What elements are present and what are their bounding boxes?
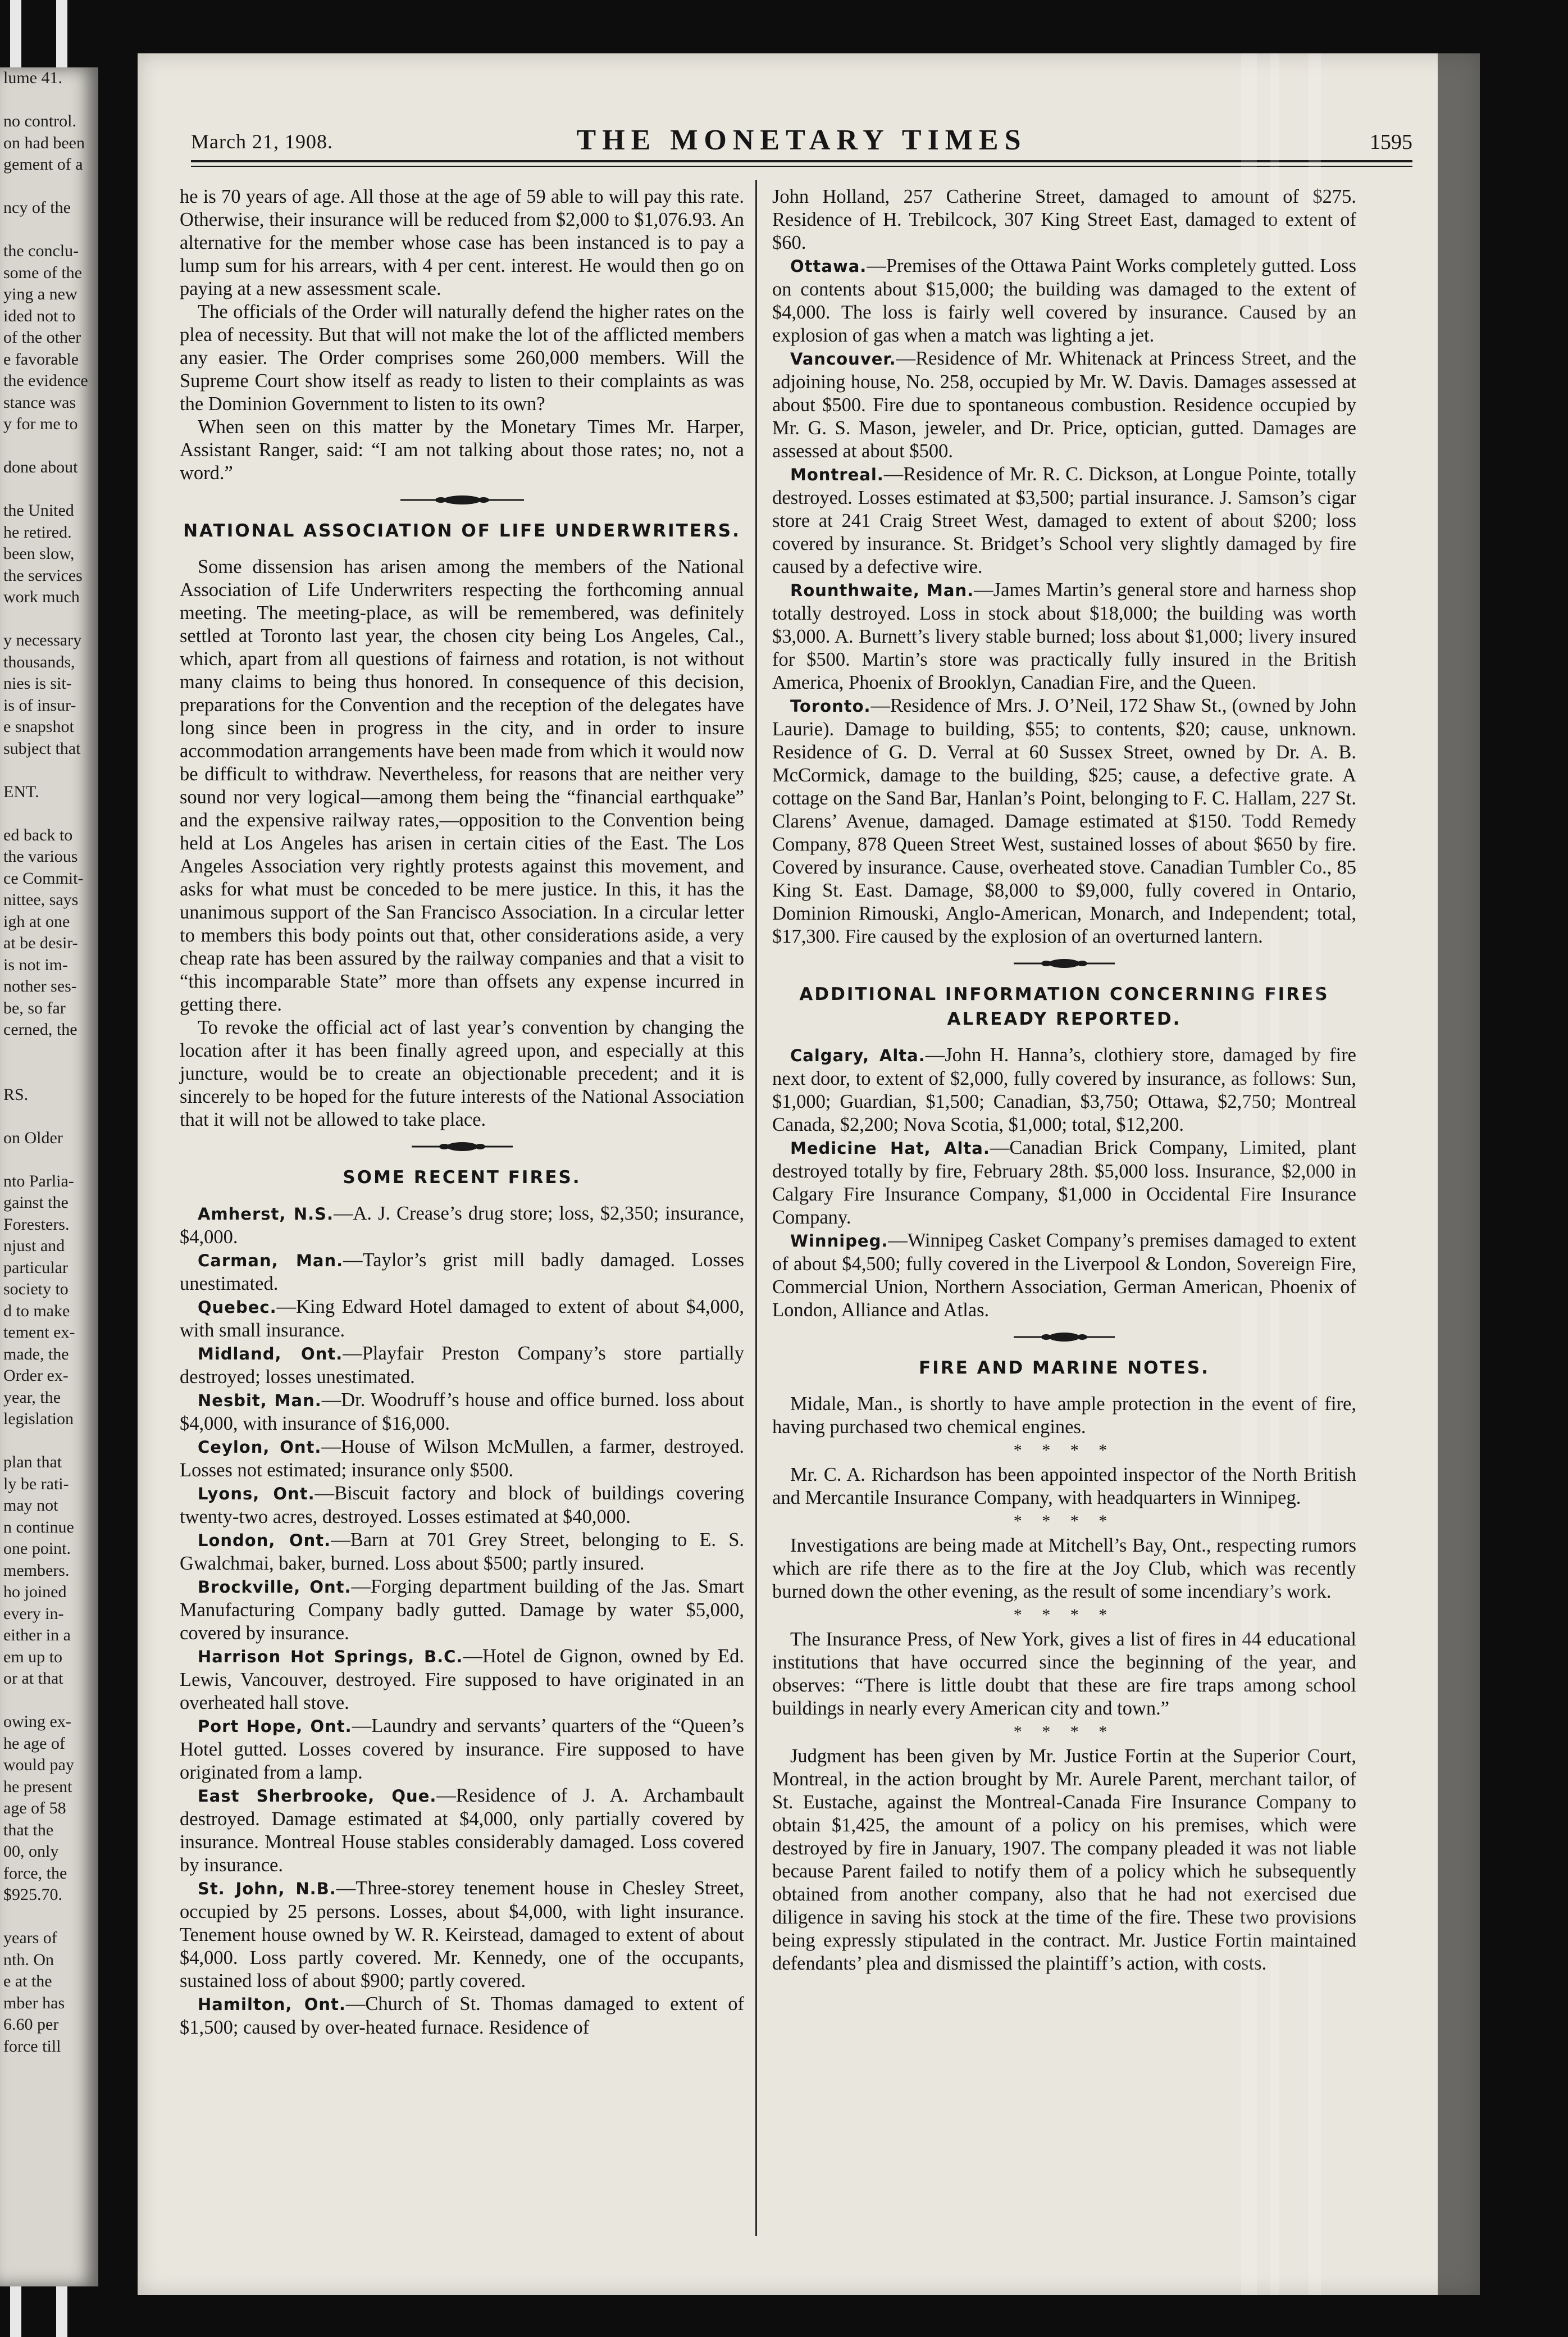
fragment-line: n continue [3,1517,74,1536]
star-separator: * * * * [1013,1606,1115,1624]
binding-bar [10,0,21,67]
fragment-line: Foresters. [3,1215,70,1234]
note-paragraph: The Insurance Press, of New York, gives a list of fires in 44 educational institutions that have occurred since the beginning of the year, and observes: “There is little doubt that these are fire traps among school buildings in nearly every American city and town.” [772,1629,1356,1719]
ornament-divider-icon [1014,958,1115,969]
fire-location: Montreal. [790,465,884,484]
fire-entry [772,694,1356,948]
fragment-line: legislation [3,1410,74,1428]
fragment-line: nth. On [3,1950,54,1969]
fragment-line: ided not to [3,306,76,325]
fragment-line: the various [3,847,78,866]
fragment-line: he retired. [3,522,72,542]
fragment-line: some of the [3,263,82,282]
additional-info-list [772,1044,1356,1322]
fire-location: St. John, N.B. [198,1879,336,1898]
scan-stripe [1270,53,1279,2295]
fragment-line: done about [3,458,78,476]
left-column [180,185,744,2039]
section-heading: FIRE AND MARINE NOTES. [919,1358,1210,1378]
fragment-line: he age of [3,1734,65,1753]
fragment-line [0,219,98,241]
fragment-line: plan that [3,1453,62,1471]
fragment-line [0,1906,98,1928]
fire-location: Midland, Ont. [198,1344,343,1363]
page-header [191,121,1412,162]
fragment-line: been slow, [3,544,75,563]
fragment-line: ho joined [3,1583,67,1601]
fragment-line: or at that [3,1669,63,1688]
fragment-line: stance was [3,393,76,412]
note-paragraph: Mr. C. A. Richardson has been appointed inspector of the North British and Mercantile Insurance Company, with headquarters in Winnipeg. [772,1464,1356,1508]
previous-page-fragment [0,67,98,2286]
fragment-line: may not [3,1496,58,1515]
fire-entry [180,1482,744,1529]
fragment-line: 6.60 per [3,2015,59,2034]
note-paragraph: Judgment has been given by Mr. Justice Fortin at the Superior Court, Montreal, in the action brought by Mr. Aurele Parent, merchant tailor, of St. Eustache, against the Montreal-Canada Fire Insurance Company to obtain $1,425, the amount of a policy on his premises, which were destroyed by fire in January, 1907. The company pleaded it was not liable because Parent failed to notify them of a policy which he subsequently obtained from another company, also that he had not exercised due diligence in saving his stock at the time of the fire. These two provisions being expressly stipulated in the contract. Mr. Justice Fortin maintained defendants’ plea and dismissed the plaintiff’s action, with costs. [772,1745,1356,1974]
section-heading: NATIONAL ASSOCIATION OF LIFE UNDERWRITERS. [183,521,741,541]
previous-page-lines [0,67,98,2057]
right-column [772,185,1356,1975]
fragment-line [0,803,98,825]
fire-location: Harrison Hot Springs, B.C. [198,1647,463,1666]
ornament-divider-icon [412,1142,513,1152]
fire-description: —Church of St. Thomas damaged to extent of $1,500; caused by over-heated furnace. Residence of [180,1993,744,2038]
fire-entry [180,1877,744,1993]
fire-description: —John H. Hanna’s, clothiery store, damaged by fire next door, to extent of $2,000, fully covered by insurance, as follows: Sun, $1,000; Guardian, $1,500; Canadian, $3,750; Ottawa, $2,750; Montreal Canada, $2,200; Nova Scotia, $1,000; total, $12,200. [772,1044,1356,1135]
fragment-line [0,176,98,198]
fire-entry [772,463,1356,579]
fragment-line: particular [3,1258,68,1277]
fragment-line [0,1106,98,1127]
fragment-line: ncy of the [3,198,71,217]
fire-location: Medicine Hat, Alta. [790,1139,990,1158]
fire-entry [180,1435,744,1482]
article-paragraph: John Holland, 257 Catherine Street, damaged to amount of $275. Residence of H. Trebilcock, 307 King Street East, damaged to extent of $60. [772,186,1356,253]
fragment-line: y for me to [3,415,78,433]
fragment-line: em up to [3,1647,62,1666]
fragment-line: is not im- [3,955,69,974]
fragment-line: members. [3,1561,70,1580]
fire-description: —James Martin’s general store and harness shop totally destroyed. Loss in stock about $18,000; the building was worth $3,000. A. Burnett’s livery stable burned; loss about $1,000; livery insured for $500. Martin’s store was practically fully insured in the British America, Phoenix of Brooklyn, Canadian Fire, and the Queen. [772,579,1356,693]
fire-location: East Sherbrooke, Que. [198,1786,437,1806]
fragment-line: on Older [3,1128,63,1147]
fragment-line: nies is sit- [3,674,72,693]
fragment-line: ENT. [3,782,39,801]
fragment-line: owing ex- [3,1712,71,1731]
fire-entry [772,347,1356,463]
fragment-line: d to make [3,1301,70,1320]
fragment-line: $925.70. [3,1885,62,1904]
fire-entry [180,1342,744,1389]
fragment-line: ce Commit- [3,869,84,888]
fire-location: Lyons, Ont. [198,1484,315,1503]
fragment-line [0,1430,98,1452]
binding-bar [56,0,67,67]
fire-location: Toronto. [790,697,871,716]
fragment-line [0,89,98,111]
fire-description: —Hotel de Gignon, owned by Ed. Lewis, Vancouver, destroyed. Fire supposed to have originated in an overheated hall stove. [180,1645,744,1713]
fragment-line: tement ex- [3,1323,75,1342]
fire-description: —Residence of Mr. Whitenack at Princess Street, and the adjoining house, No. 258, occupied by Mr. W. Davis. Damages assessed at about $500. Fire due to spontaneous combustion. Residence occupied by Mr. G. S. Mason, jeweler, and Dr. Price, optician, gutted. Damages are assessed at about $500. [772,348,1356,462]
fragment-line: the United [3,501,74,520]
fragment-line [0,1062,98,1084]
column-divider [755,180,757,2236]
fragment-line: made, the [3,1344,69,1363]
fire-entry [180,1295,744,1342]
scan-stripe [1309,53,1321,2295]
star-separator: * * * * [1013,1512,1115,1530]
fragment-line: he present [3,1777,72,1796]
fragment-line: thousands, [3,652,75,671]
fragment-line: gainst the [3,1193,69,1212]
fragment-line: the evidence [3,371,88,390]
fire-location: Port Hope, Ont. [198,1717,352,1736]
fire-description: —Forging department building of the Jas. Smart Manufacturing Company badly gutted. Damage by water $5,000, covered by insurance. [180,1576,744,1644]
fire-entry [180,1993,744,2039]
fragment-line: the conclu- [3,242,79,260]
fragment-line: e favorable [3,349,79,369]
fragment-line: RS. [3,1085,29,1104]
fire-entry [180,1249,744,1295]
fire-location: Ottawa. [790,257,867,276]
fire-description: —Residence of J. A. Archambault destroyed. Damage estimated at $4,000, only partially covered by insurance. Montreal House stables considerably damaged. Loss covered by insurance. [180,1785,744,1876]
fragment-line: at be desir- [3,934,78,952]
fire-description: —Dr. Woodruff’s house and office burned. loss about $4,000, with insurance of $16,000. [180,1389,744,1434]
fire-location: Carman, Man. [198,1251,344,1270]
notes-list [772,1393,1356,1975]
issue-date: March 21, 1908. [191,130,333,153]
fragment-line: year, the [3,1388,61,1407]
fragment-line: is of insur- [3,695,76,715]
fire-entry [180,1575,744,1645]
fire-location: Brockville, Ont. [198,1577,352,1597]
fragment-line [0,1041,98,1063]
article-paragraph: To revoke the official act of last year’s convention by changing the location after it has been finally agreed upon, and especially at this juncture, would be to create an objectionable precedent; and it is sincerely to be hoped for the future interests of the National Association that it will not be allowed to take place. [180,1017,744,1130]
fire-location: London, Ont. [198,1531,331,1550]
fire-entry [772,579,1356,694]
fragment-line [0,608,98,630]
fire-description: —Playfair Preston Company’s store partially destroyed; losses unestimated. [180,1343,744,1388]
fire-description: —Canadian Brick Company, Limited, plant destroyed totally by fire, February 28th. $5,000 loss. Insurance, $2,000 in Calgary Fire Insurance Company, $1,000 in Occidental Fire Insurance Company. [772,1137,1356,1228]
fragment-line: ly be rati- [3,1474,69,1493]
fragment-line: force till [3,2036,61,2056]
fragment-line: nittee, says [3,890,79,909]
section-heading: SOME RECENT FIRES. [343,1167,581,1188]
fire-entry [772,1136,1356,1229]
fire-description: —Laundry and servants’ quarters of the “Queen’s Hotel gutted. Losses covered by insurance. Fire supposed to have originated from a lamp. [180,1715,744,1783]
fire-description: —Residence of Mr. R. C. Dickson, at Longue Pointe, totally destroyed. Losses estimated at $3,500; partial insurance. J. Samson’s cigar store at 241 Craig Street West, damaged to extent of about $200; loss covered by insurance. St. Bridget’s School very slightly damaged by fire caused by a defective wire. [772,463,1356,578]
fragment-line [0,1149,98,1171]
fragment-line: e snapshot [3,717,74,736]
fragment-line: ed back to [3,825,73,844]
fire-location: Rounthwaite, Man. [790,581,974,600]
fragment-line: either in a [3,1626,71,1644]
fire-description: —House of Wilson McMullen, a farmer, destroyed. Losses not estimated; insurance only $500. [180,1436,744,1481]
section-heading: ADDITIONAL INFORMATION CONCERNING FIRES ALREADY REPORTED. [799,984,1329,1029]
fragment-line: society to [3,1280,69,1298]
fires-list [180,1202,744,2039]
fire-location: Vancouver. [790,349,896,369]
fire-location: Nesbit, Man. [198,1391,322,1410]
fragment-line: would pay [3,1756,74,1774]
fire-location: Winnipeg. [790,1231,888,1251]
fragment-line [0,760,98,781]
fire-description: —Biscuit factory and block of buildings covering twenty-two acres, destroyed. Losses estimated at $40,000. [180,1483,744,1527]
fire-description: —Residence of Mrs. J. O’Neil, 172 Shaw St., (owned by John Laurie). Damage to building, $55; to contents, $20; cause, unknown. Residence of G. D. Verral at 60 Sussex Street, owned by Dr. A. B. McCormick, damage to the building, $25; cause, a defective grate. A cottage on the Sand Bar, Hanlan’s Point, belonging to F. C. Hallam, 227 St. Clarens’ Avenue, damaged. Damage estimated at $150. Todd Remedy Company, 878 Queen Street West, sustained losses of about $650 by fire. Covered by insurance. Cause, overheated stove. Canadian Tumbler Co., 85 King St. East. Damage, $8,000 to $9,000, fully covered in Ontario, Dominion Rimouski, Anglo-American, Monarch, and Independent; total, $17,300. Fire caused by the explosion of an overturned lantern. [772,695,1356,947]
fragment-line: be, so far [3,998,66,1017]
star-separator: * * * * [1013,1441,1115,1460]
page-edge-shadow [1438,53,1480,2295]
fragment-line [0,1690,98,1712]
fragment-line: of the other [3,328,81,347]
article-paragraph: he is 70 years of age. All those at the age of 59 able to will pay this rate. Otherwise, their insurance will be reduced from $2,000 to $1,076.93. An alternative for the member whose case has been instanced is to pay a lump sum for his arrears, with 4 per cent. interest. He would then go on paying at a new assessment scale. [180,186,744,299]
fire-location: Hamilton, Ont. [198,1995,346,2014]
article-paragraph: When seen on this matter by the Monetary Times Mr. Harper, Assistant Ranger, said: “I am not talking about those rates; no, not a word.” [180,416,744,484]
fire-description: —Premises of the Ottawa Paint Works completely gutted. Loss on contents about $15,000; the building was damaged to the extent of $4,000. The loss is fairly well covered by insurance. Caused by an explosion of gas when a match was lighting a jet. [772,255,1356,346]
fire-location: Quebec. [198,1298,277,1317]
fragment-line: mber has [3,1993,65,2012]
fire-description: —King Edward Hotel damaged to extent of about $4,000, with small insurance. [180,1296,744,1341]
fragment-line: e at the [3,1972,52,1990]
fragment-line: subject that [3,739,81,758]
fire-entry [772,254,1356,347]
fragment-line: Order ex- [3,1366,69,1385]
fire-description: —A. J. Crease’s drug store; loss, $2,350; insurance, $4,000. [180,1203,744,1248]
fragment-line: every in- [3,1604,64,1623]
article-paragraph: Some dissension has arisen among the members of the National Association of Life Underwriters respecting the forthcoming annual meeting. The meeting-place, as will be remembered, was definitely settled at Toronto last year, the chosen city being Los Angeles, Cal., which, apart from all questions of fairness and rotation, is not without many claims to being thus honored. In consequence of this decision, preparations for the Convention and the reception of the delegates have long since been in progress in the city, and in order to insure accommodation arrangements have been made from which it would now be difficult to withdraw. Nevertheless, for reasons that are neither very sound nor very logical—among them being the “financial earthquake” and the expensive railway rates,—opposition to the Convention being held at Los Angeles has arisen in certain cities of the East. The Los Angeles Association very rightly protests against this movement, and asks for what must be conceded to be mere justice. In this, it has the unanimous support of the San Francisco Association. In a circular letter to members this body points out that, other considerations aside, a very cheap rate has been assured by the railway companies and that a visit to “this incomparable State” more than offsets any expense incurred in getting there. [180,556,744,1015]
fire-description: —Barn at 701 Grey Street, belonging to E. S. Gwalchmai, baker, burned. Loss about $500; partly insured. [180,1529,745,1574]
fragment-line [0,479,98,501]
fragment-line: njust and [3,1236,65,1255]
fire-description: —Taylor’s grist mill badly damaged. Losses unestimated. [180,1249,744,1294]
fragment-line: age of 58 [3,1799,66,1817]
fragment-line: cerned, the [3,1020,78,1039]
ornament-divider-icon [400,495,524,505]
fire-description: —Three-storey tenement house in Chesley Street, occupied by 25 persons. Losses, about $4,000, with light insurance. Tenement house owned by W. R. Keirstead, damaged to extent of about $4,000. Loss partly covered. Mr. Kennedy, one of the occupants, sustained loss of about $900; partly covered. [180,1877,744,1992]
fire-location: Ceylon, Ont. [198,1438,322,1457]
fragment-line: nother ses- [3,977,77,995]
fire-entry [180,1645,744,1715]
fire-entry [180,1389,744,1435]
fragment-line: y necessary [3,631,82,649]
fire-entry [180,1715,744,1784]
fire-location: Calgary, Alta. [790,1046,926,1065]
scan-stripe [1241,53,1257,2295]
star-separator: * * * * [1013,1722,1115,1741]
note-paragraph: Investigations are being made at Mitchell’s Bay, Ont., respecting rumors which are rife there as to the fire at the Joy Club, which was recently burned down the other evening, as the result of some incendiary’s work. [772,1535,1356,1602]
fires-list [772,254,1356,948]
publication-title: THE MONETARY TIMES [576,124,1027,156]
fire-description: —Winnipeg Casket Company’s premises damaged to extent of about $4,500; fully covered in the Liverpool & London, Sovereign Fire, Commercial Union, Northern Association, German American, Phoenix of London, Alliance and Atlas. [772,1230,1356,1321]
note-paragraph: Midale, Man., is shortly to have ample protection in the event of fire, having purchased two chemical engines. [772,1393,1356,1438]
fire-entry [180,1784,744,1877]
fragment-line: years of [3,1929,57,1947]
fragment-line: force, the [3,1863,67,1883]
fragment-line: igh at one [3,912,70,931]
fire-entry [180,1529,744,1575]
fire-location: Amherst, N.S. [198,1204,334,1224]
fragment-line [0,435,98,457]
fragment-line: that the [3,1820,54,1839]
fragment-line: on had been [3,133,85,152]
fragment-line: 00, only [3,1842,59,1861]
fragment-line: work much [3,588,80,606]
header-rule [191,166,1412,167]
fragment-line: nto Parlia- [3,1171,74,1190]
fire-entry [772,1229,1356,1322]
fragment-line: no control. [3,112,76,130]
fragment-line: ying a new [3,285,78,303]
fire-entry [772,1044,1356,1136]
fragment-line: the services [3,566,83,585]
page-number: 1595 [1370,130,1412,154]
ornament-divider-icon [1014,1332,1115,1342]
fragment-line: lume 41. [3,69,62,87]
article-paragraph: The officials of the Order will naturally defend the higher rates on the plea of necessity. But that will not make the lot of the afflicted members any easier. The Order comprises some 260,000 members. Will the Supreme Court show itself as ready to listen to their complaints as was the Dominion Government to listen to its own? [180,301,744,415]
fragment-line: gement of a [3,155,83,174]
fragment-line: one point. [3,1539,71,1558]
fire-entry [180,1202,744,1249]
